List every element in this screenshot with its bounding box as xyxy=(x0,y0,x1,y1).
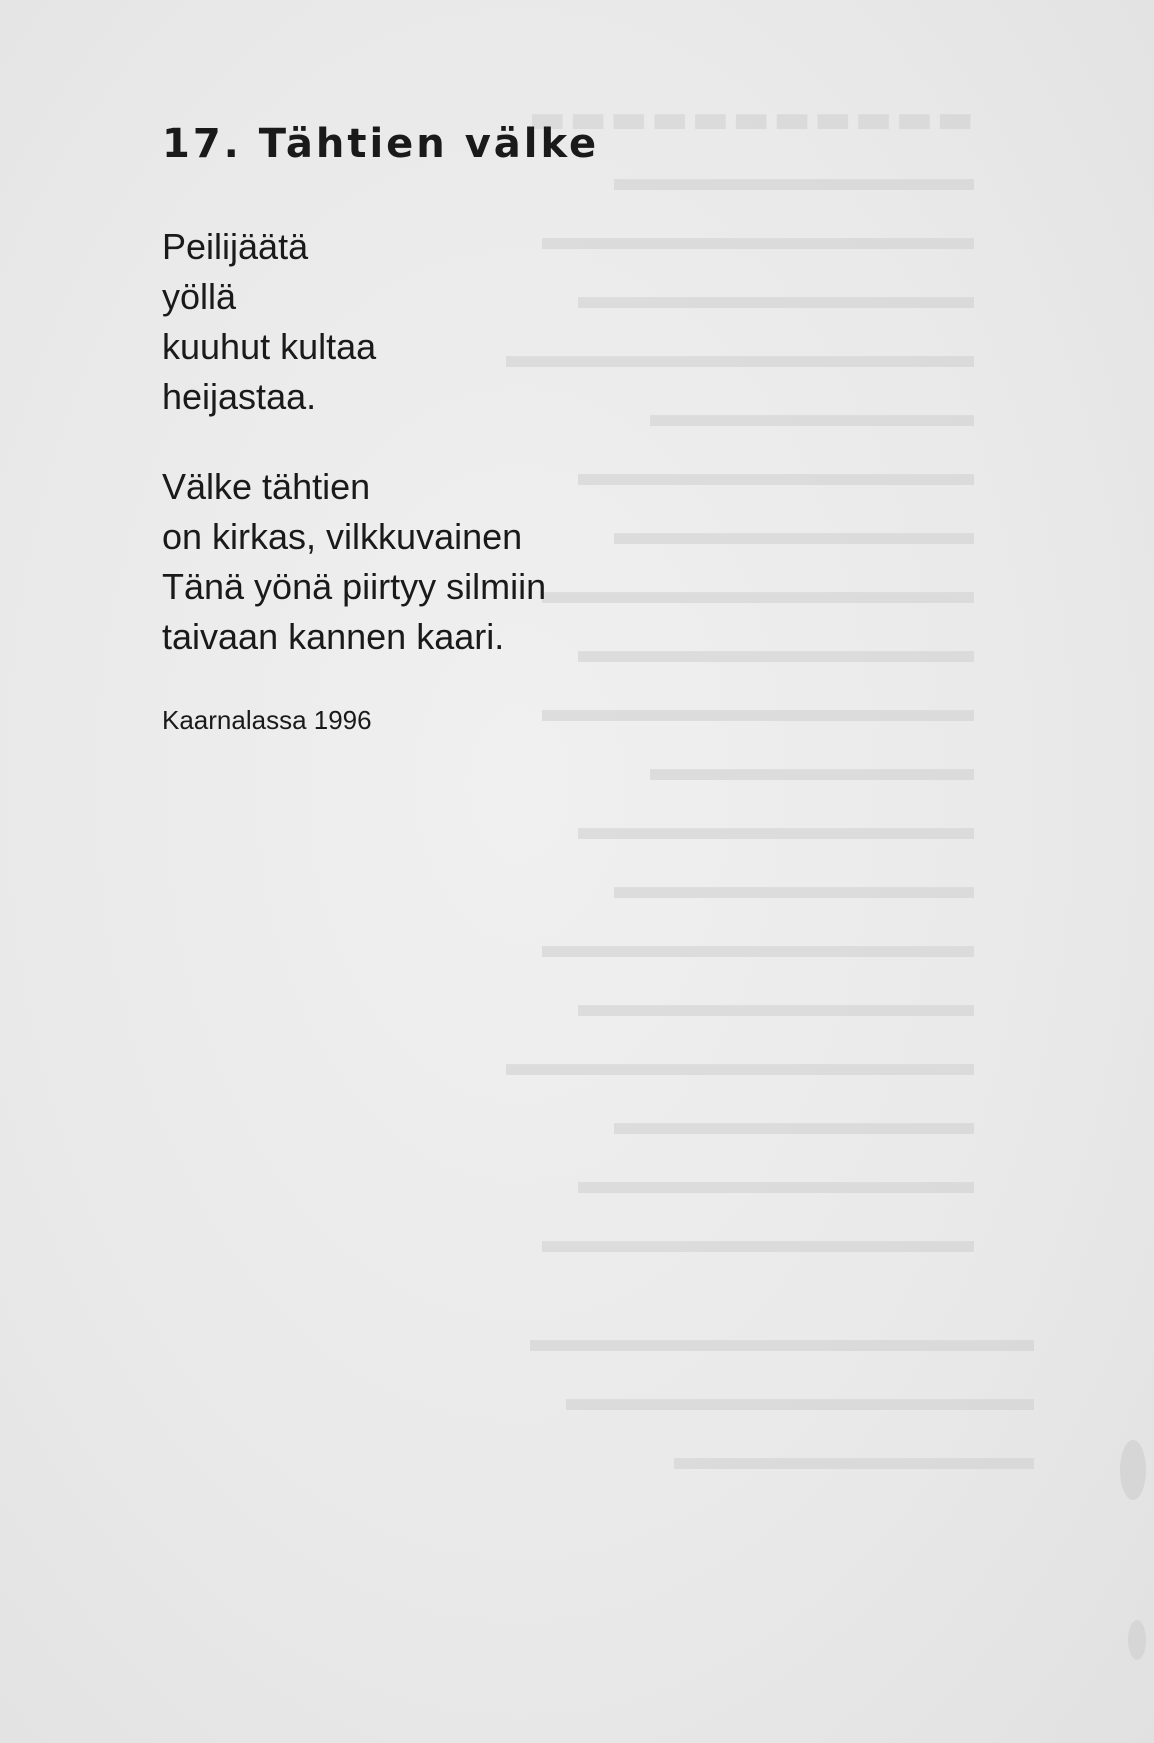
paper-speck xyxy=(1120,1440,1146,1500)
poem-line: yöllä xyxy=(162,276,237,317)
show-through-column: ▬▬▬▬▬▬▬▬▬▬▬ ▬▬▬▬▬▬▬▬▬▬ ▬▬▬▬▬▬▬▬▬▬▬▬ ▬▬▬▬▬▬▬▬▬▬▬ ▬▬▬▬▬▬▬▬▬▬▬▬▬ ▬▬▬▬▬▬▬▬▬ ▬▬▬▬▬▬▬▬▬▬▬ ▬▬▬▬▬▬▬▬▬▬ ▬▬▬▬▬▬▬▬▬▬▬▬ ▬▬▬▬▬▬▬▬▬▬▬ ▬▬▬▬▬▬▬▬▬▬▬▬ ▬▬▬▬▬▬▬▬▬ ▬▬▬▬▬▬▬▬▬▬▬ ▬▬▬▬▬▬▬▬▬▬ ▬▬▬▬▬▬▬▬▬▬▬▬ ▬▬▬▬▬▬▬▬▬▬▬ ▬▬▬▬▬▬▬▬▬▬▬▬▬ ▬▬▬▬▬▬▬▬▬▬ ▬▬▬▬▬▬▬▬▬▬▬ ▬▬▬▬▬▬▬▬▬▬▬▬ xyxy=(506,96,974,1260)
poem-line: Välke tähtien xyxy=(162,466,371,507)
stanza-2 xyxy=(162,462,982,662)
stanza-1 xyxy=(162,222,982,422)
poem-line: heijastaa. xyxy=(162,376,317,417)
poem-line: Tänä yönä piirtyy silmiin xyxy=(162,566,547,607)
paper-speck xyxy=(1128,1620,1146,1660)
poem-title: 17. Tähtien välke xyxy=(162,121,600,167)
poem-signature: Kaarnalassa 1996 xyxy=(162,705,372,735)
poem-line: kuuhut kultaa xyxy=(162,326,377,367)
show-through-paragraph: ▬▬▬▬▬▬▬▬▬▬▬▬▬▬ ▬▬▬▬▬▬▬▬▬▬▬▬▬ ▬▬▬▬▬▬▬▬▬▬ xyxy=(530,1319,1034,1477)
poem-line: on kirkas, vilkkuvainen xyxy=(162,516,523,557)
poem xyxy=(162,118,982,738)
poem-line: taivaan kannen kaari. xyxy=(162,616,505,657)
poem-line: Peilijäätä xyxy=(162,226,309,267)
